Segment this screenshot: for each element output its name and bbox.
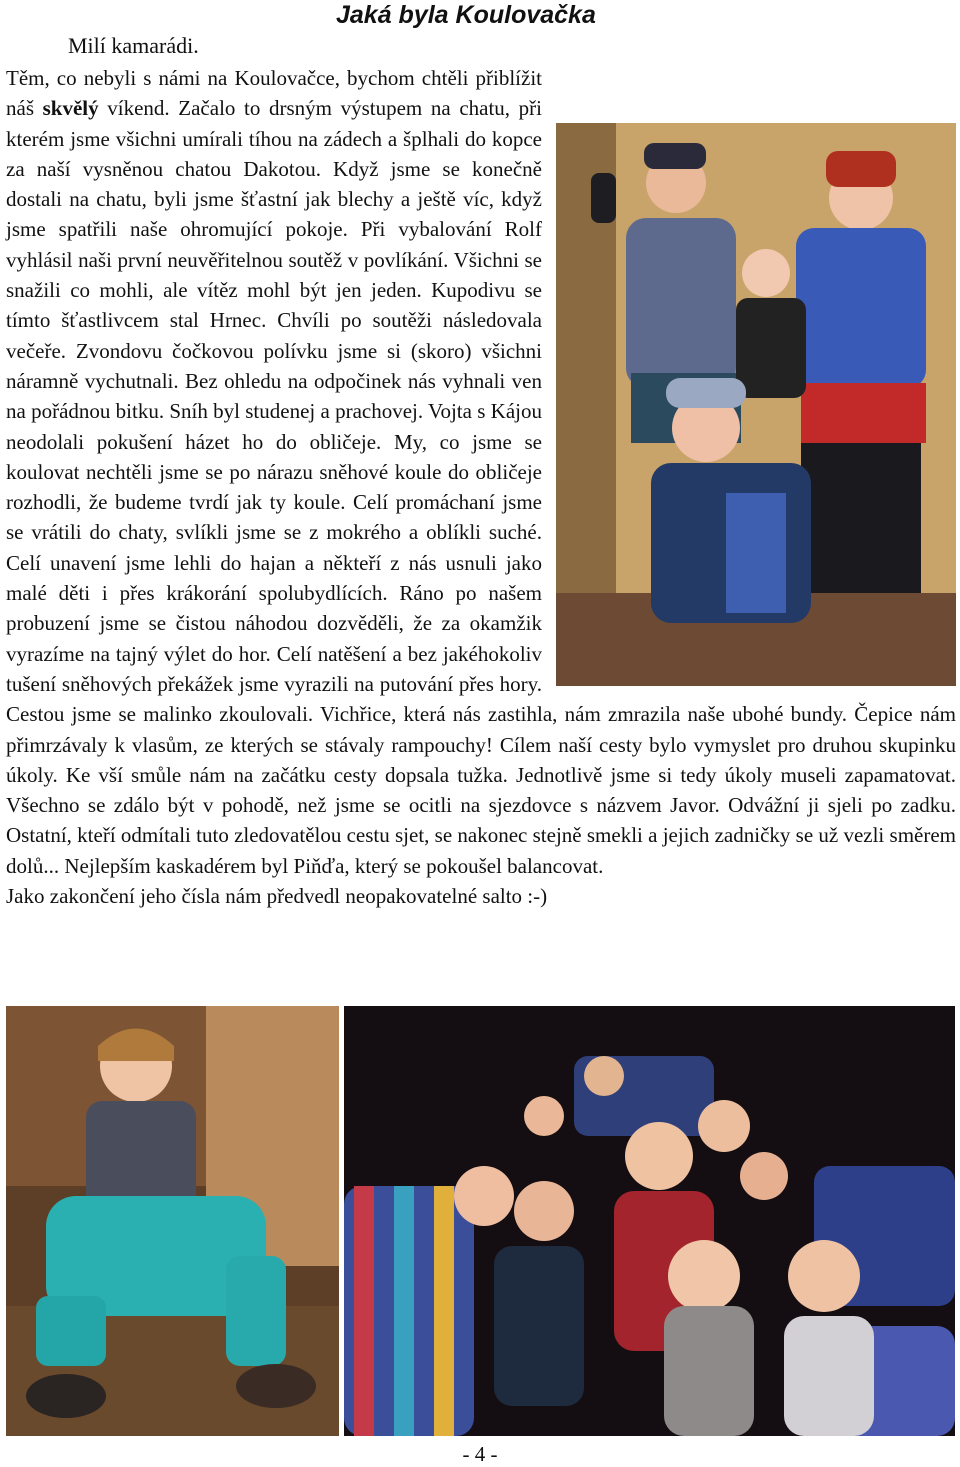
text-after-bold: víkend. Začalo to drsným výstupem na chatu, při kterém jsme všichni umírali tíhou na zádech a šplhali do kopce za naší vysněnou chatou Dakotou. Když jsme se konečně dostali na chatu, byli jsme šťastní jak blechy a ještě víc, když jsme spatřili naše ohromující pokoje. Při vybalování Rolf vyhlásil naši první neuvěřitelnou soutěž v povlíkání. Všichni se snažili co mohli, ale vítěz mohl být jen jeden. Kupodivu se tímto šťastlivcem stal Hrnec. Chvíli po soutěži následovala večeře. Zvondovu čočkovou polívku jsme si (skoro) všichni náramně vychutnali. Bez ohledu na odpočinek nás vyhnali ven na pořádnou bitku. Sníh byl studenej a prachovej. Vojta s Kájou neodolali pokušení házet ho do obličeje. My, co jsme se koulovat nechtěli jsme se po nárazu sněhové koule do obličeje rozhodli, že budeme tvrdí jak ty koule. Celí promáchaní jsme se vrátili do chaty, svlíkli jsme se z mokrého a oblíkli suché. Celí unavení jsme lehli do hajan a někteří z nás usnuli jako malé děti i přes krákorání spolubydlících. Ráno po našem probuzení jsme se čistou náhodou dozvěděli, že za okamžik vyrazíme na tajný výlet do hor. Celí natěšení a bez jakéhokoliv tušení sněhových překážek jsme vyrazili na putování přes hory. Cestou jsme se malinko zkoulovali. Vichřice, která nás zastihla, nám zmrazila naše ubohé bundy. Čepice nám přimrzávaly k vlasům, ze kterých se stávaly rampouchy! Cílem naší cesty bylo vymyslet pro druhou skupinku úkoly. Ke vší smůle nám na začátku cesty dopsala tužka. Jednotlivě jsme si tedy úkoly museli zapamatovat. Všechno se zdálo být v pohodě, než jsme se ocitli na sjezdovce s názvem Javor. Odvážní ji sjeli po zadku. Ostatní, kteří odmítali tuto zledovatělou cestu sjet, se nakonec stejně smekli a jejich zadničky se už vezli směrem dolů... Nejlepším kaskadérem byl Piňďa, který se pokoušel balancovat. <box>6 96 956 878</box>
photo-group-costumes <box>556 123 956 686</box>
text-before-bold: Těm, co nebyli s námi na Koulovačce, bychom chtěli přiblížit náš <box>6 66 542 121</box>
article-last-line: Jako zakončení jeho čísla nám předvedl neopakovatelné salto :-) <box>6 884 548 909</box>
article-body <box>6 63 956 911</box>
photo-sitting-child <box>6 1006 339 1436</box>
photo-children-bus <box>344 1006 955 1436</box>
page-number: - 4 - <box>462 1442 498 1466</box>
article-title: Jaká byla Koulovačka <box>336 1 596 29</box>
bold-word: skvělý <box>42 96 99 121</box>
greeting: Milí kamarádi. <box>68 33 199 58</box>
